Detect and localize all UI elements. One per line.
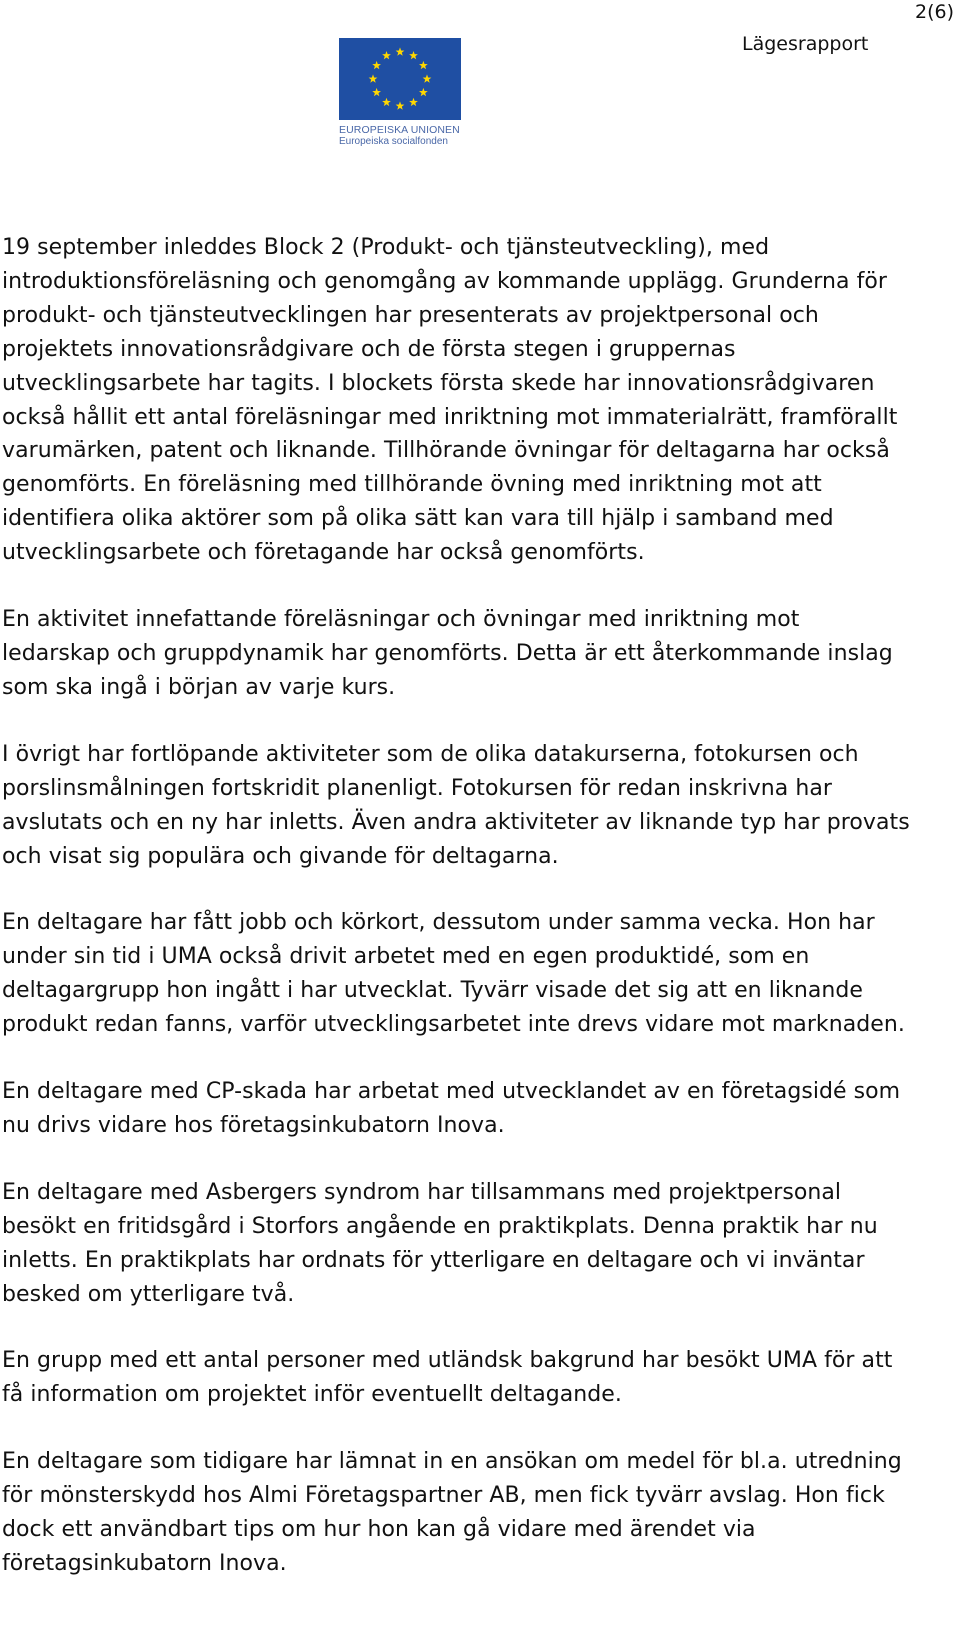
paragraph: En deltagare med Asbergers syndrom har tillsammans med projektpersonal besökt en fritidsgård i Storfors angående en praktikplats. Denna praktik har nu inletts. En praktikplats har ordnats för ytterligare en deltagare och vi inväntar besked om ytterligare två. xyxy=(2,1179,878,1307)
paragraph: 19 september inleddes Block 2 (Produkt- och tjänsteutveckling), med introduktionsföreläsning och genomgång av kommande upplägg. Grunderna för produkt- och tjänsteutvecklingen har presenterats av projektpersonal och projektets innovationsrådgivare och de första stegen i gruppernas utvecklingsarbete har tagits. I blockets första skede har innovationsrådgivaren också hållit ett antal föreläsningar med inriktning mot immaterialrätt, framförallt varumärken, patent och liknande. Tillhörande övningar för deltagarna har också genomförts. En föreläsning med tillhörande övning med inriktning mot att identifiera olika aktörer som på olika sätt kan vara till hjälp i samband med utvecklingsarbete och företagande har också genomförts. xyxy=(2,235,898,566)
paragraph: En grupp med ett antal personer med utländsk bakgrund har besökt UMA för att få information om projektet inför eventuellt deltagande. xyxy=(2,1348,893,1408)
paragraph: En deltagare som tidigare har lämnat in en ansökan om medel för bl.a. utredning för mönsterskydd hos Almi Företagspartner AB, men fick tyvärr avslag. Hon fick dock ett användbart tips om hur hon kan gå vidare med ärendet via företagsinkubatorn Inova. xyxy=(2,1449,902,1576)
logo-org-name: EUROPEISKA UNIONEN xyxy=(339,124,460,136)
eu-flag-icon xyxy=(339,38,461,120)
paragraph: I övrigt har fortlöpande aktiviteter som de olika datakurserna, fotokursen och porslinsmålningen fortskridit planenligt. Fotokursen för redan inskrivna har avslutats och en ny har inletts. Även andra aktiviteter av liknande typ har provats och visat sig populära och givande för deltagarna. xyxy=(2,741,910,869)
paragraph: En deltagare med CP-skada har arbetat med utvecklandet av en företagsidé som nu drivs vidare hos företagsinkubatorn Inova. xyxy=(2,1079,901,1138)
paragraph: En deltagare har fått jobb och körkort, dessutom under samma vecka. Hon har under sin tid i UMA också drivit arbetet med en egen produktidé, som en deltagargrupp hon ingått i har utvecklat. Tyvärr visade det sig att en liknande produkt redan fanns, varför utvecklingsarbetet inte drevs vidare mot marknaden. xyxy=(2,910,905,1038)
page-number: 2(6) xyxy=(914,1,954,23)
logo-org-subtitle: Europeiska socialfonden xyxy=(339,136,448,147)
report-title: Lägesrapport xyxy=(742,33,869,55)
eu-logo xyxy=(339,38,463,148)
paragraph: En aktivitet innefattande föreläsningar och övningar med inriktning mot ledarskap och gruppdynamik har genomförts. Detta är ett återkommande inslag som ska ingå i början av varje kurs. xyxy=(2,607,893,700)
report-body xyxy=(2,231,912,1614)
